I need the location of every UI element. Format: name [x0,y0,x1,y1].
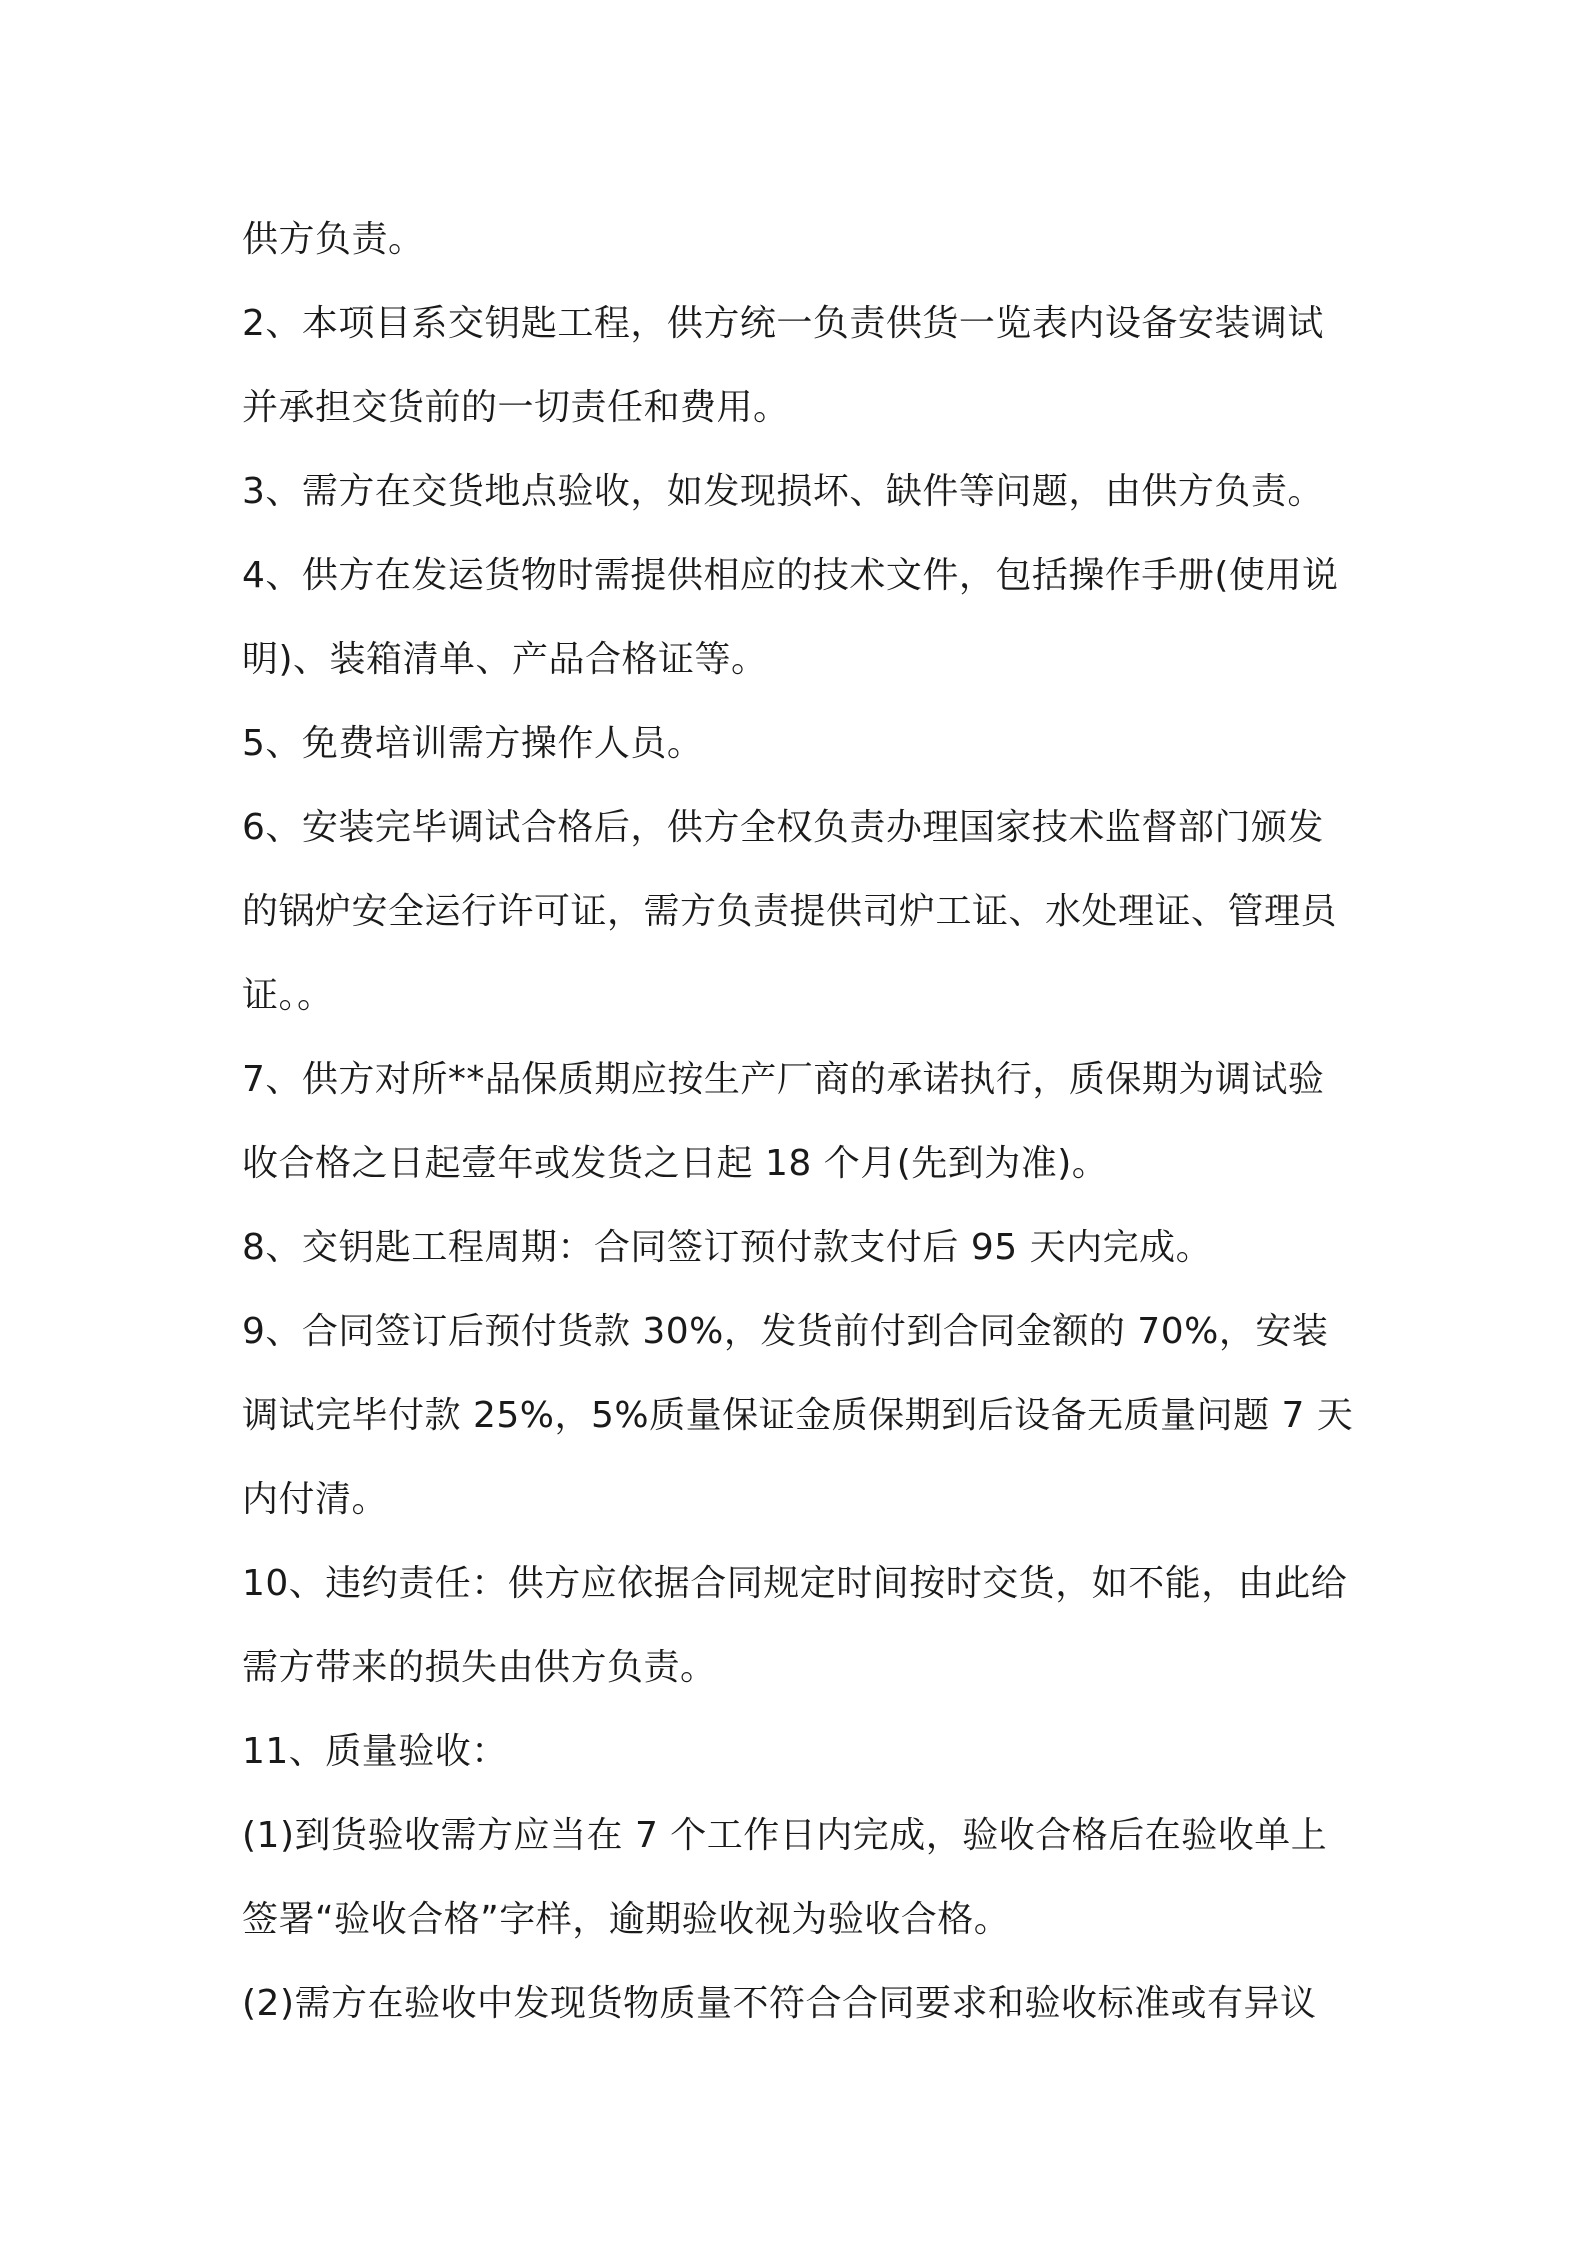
text-line: 2、本项目系交钥匙工程，供方统一负责供货一览表内设备安装调试 [242,303,1324,344]
text-line: 7、供方对所**品保质期应按生产厂商的承诺执行，质保期为调试验 [242,1059,1325,1100]
text-line: 3、需方在交货地点验收，如发现损坏、缺件等问题，由供方负责。 [242,471,1324,512]
text-line: (2)需方在验收中发现货物质量不符合合同要求和验收标准或有异议 [242,1983,1317,2024]
text-line: 4、供方在发运货物时需提供相应的技术文件，包括操作手册(使用说 [242,555,1339,596]
text-line: 收合格之日起壹年或发货之日起 18 个月(先到为准)。 [242,1143,1109,1184]
text-line: 的锅炉安全运行许可证，需方负责提供司炉工证、水处理证、管理员 [242,891,1338,932]
text-line: 供方负责。 [242,219,425,260]
text-line: 5、免费培训需方操作人员。 [242,723,704,764]
text-line: 签署“验收合格”字样，逾期验收视为验收合格。 [242,1899,1011,1940]
text-line: 证。。 [242,975,334,1016]
text-line: 需方带来的损失由供方负责。 [242,1647,717,1688]
document-body [242,198,1362,2046]
text-line: 6、安装完毕调试合格后，供方全权负责办理国家技术监督部门颁发 [242,807,1324,848]
text-line: 8、交钥匙工程周期：合同签订预付款支付后 95 天内完成。 [242,1227,1213,1268]
text-line: 内付清。 [242,1479,389,1520]
text-line: 11、质量验收： [242,1731,508,1772]
text-line: 10、违约责任：供方应依据合同规定时间按时交货，如不能，由此给 [242,1563,1348,1604]
text-line: 明)、装箱清单、产品合格证等。 [242,639,768,680]
text-line: 9、合同签订后预付货款 30%，发货前付到合同金额的 70%，安装 [242,1311,1329,1352]
text-line: 并承担交货前的一切责任和费用。 [242,387,790,428]
text-line: (1)到货验收需方应当在 7 个工作日内完成，验收合格后在验收单上 [242,1815,1328,1856]
text-line: 调试完毕付款 25%，5%质量保证金质保期到后设备无质量问题 7 天 [242,1395,1354,1436]
